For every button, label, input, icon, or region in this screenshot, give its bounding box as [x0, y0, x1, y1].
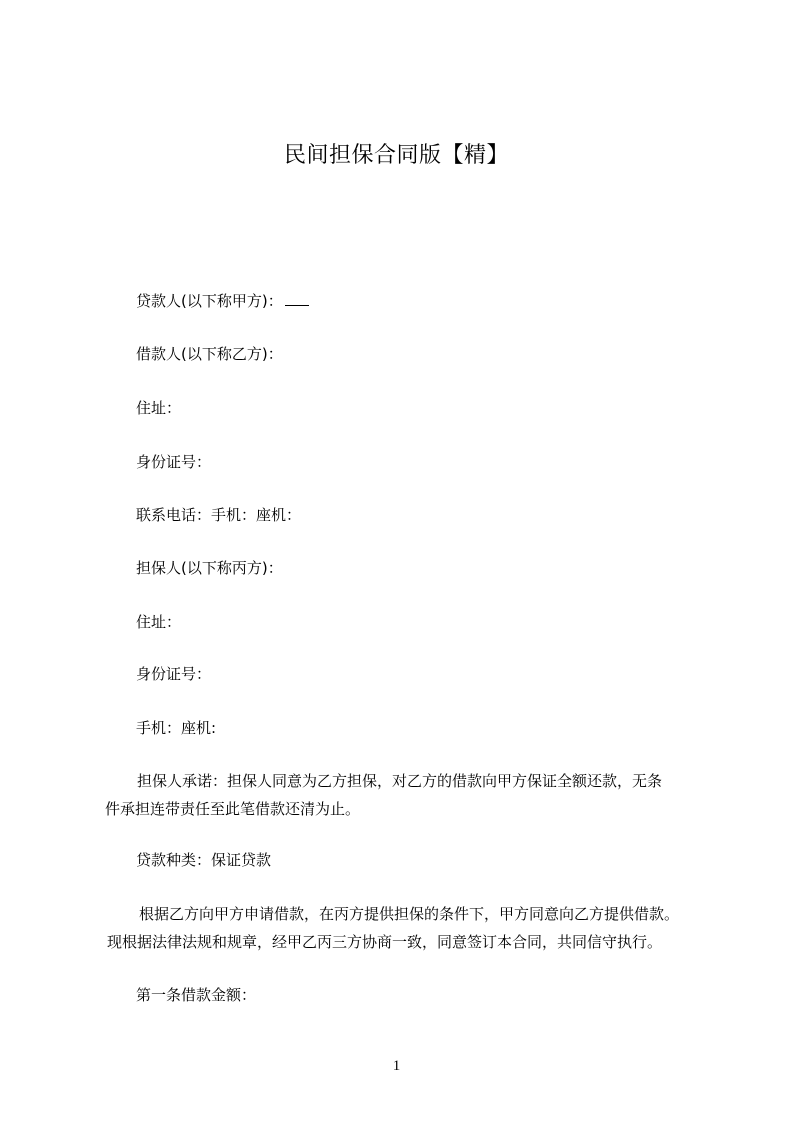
preamble-line-2: 现根据法律法规和规章，经甲乙丙三方协商一致，同意签订本合同，共同信守执行。: [107, 933, 663, 951]
lender-label: 贷款人(以下称甲方)：: [136, 292, 283, 310]
document-title: 民间担保合同版【精】: [283, 143, 509, 168]
lender-field: [136, 291, 309, 311]
preamble-line-1: 根据乙方向甲方申请借款，在丙方提供担保的条件下，甲方同意向乙方提供借款。: [139, 905, 680, 923]
borrower-id-field: 身份证号：: [136, 453, 212, 471]
preamble-paragraph: [107, 900, 727, 956]
article-1-heading: 第一条借款金额：: [136, 986, 257, 1004]
guarantor-id-field: 身份证号：: [136, 665, 212, 683]
page-number: 1: [392, 1058, 401, 1074]
guarantor-commitment-line-1: 担保人承诺：担保人同意为乙方担保，对乙方的借款向甲方保证全额还款，无条: [137, 772, 663, 790]
guarantor-field: 担保人(以下称丙方)：: [136, 559, 283, 577]
borrower-field: 借款人(以下称乙方)：: [136, 345, 283, 363]
guarantor-commitment-paragraph: [105, 767, 725, 823]
guarantor-phone-field: 手机：座机:: [136, 719, 217, 737]
borrower-address-field: 住址：: [136, 399, 182, 417]
guarantor-address-field: 住址：: [136, 613, 182, 631]
loan-type-field: 贷款种类：保证贷款: [136, 851, 272, 869]
lender-blank-line: [285, 291, 309, 306]
guarantor-commitment-line-2: 件承担连带责任至此笔借款还清为止。: [105, 800, 361, 818]
borrower-contact-field: 联系电话：手机：座机：: [136, 506, 302, 524]
